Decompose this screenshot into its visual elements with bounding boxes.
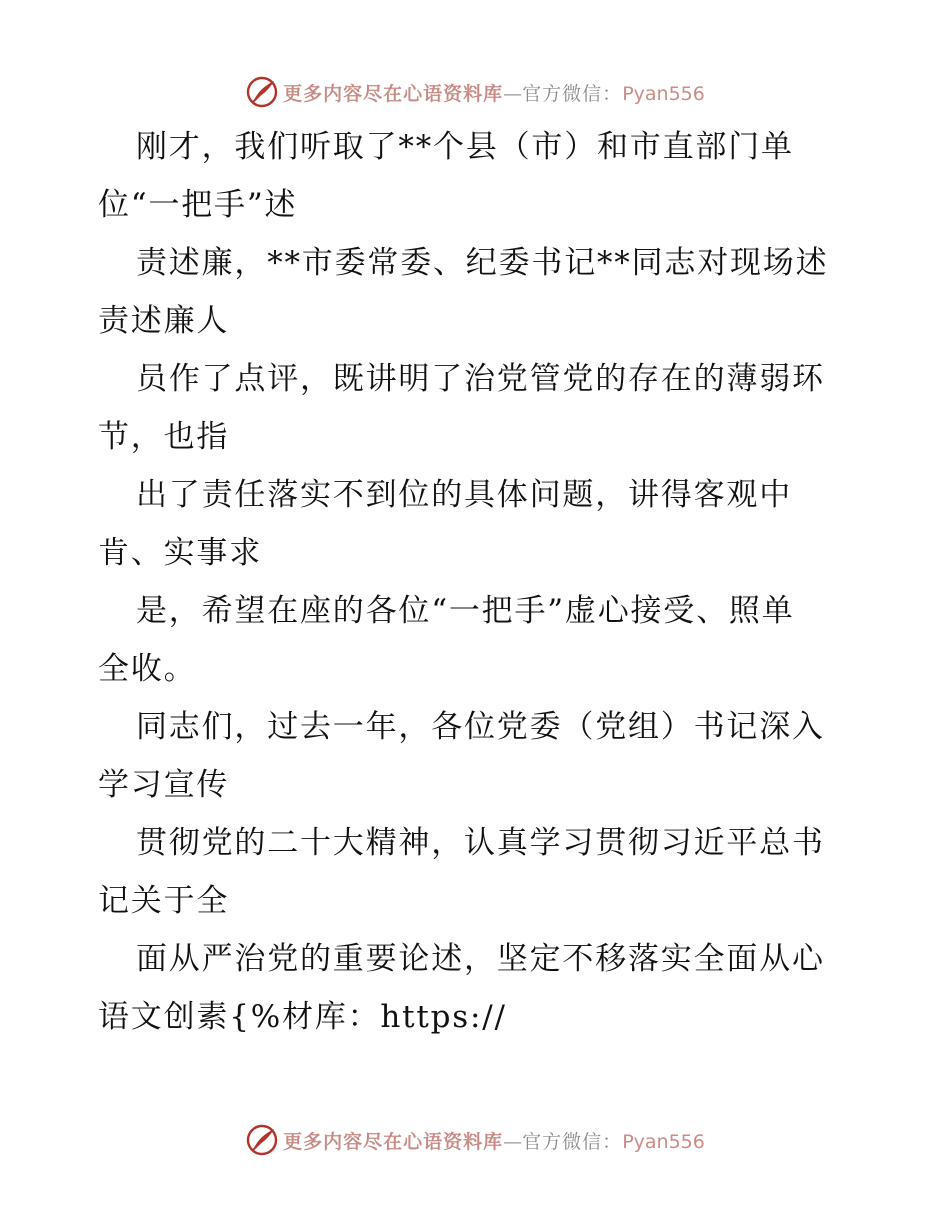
header-text [283,79,705,106]
footer-brand: 更多内容尽在心语资料库 [283,1130,504,1153]
text-line: 刚才，我们听取了**个县（市）和市直部门单 [136,129,794,165]
footer-watermark [0,1120,950,1160]
footer-wechat-id: Pyan556 [622,1130,705,1153]
header-brand: 更多内容尽在心语资料库 [283,82,504,105]
text-line: 贯彻党的二十大精神，认真学习贯彻习近平总书 [136,825,825,861]
text-line: 节，也指 [98,419,230,455]
header-dash: — [503,82,523,105]
text-line: 全收。 [98,651,197,687]
header-wechat-label: 官方微信： [522,82,623,105]
footer-wechat-label: 官方微信： [522,1130,623,1153]
text-line: 语文创素{%材库：https:// [98,999,507,1035]
header-wechat-id: Pyan556 [622,82,705,105]
text-line: 出了责任落实不到位的具体问题，讲得客观中 [136,477,792,513]
footer-text [283,1127,705,1154]
document-body [98,118,858,1046]
feather-logo-icon [245,1123,279,1157]
text-line: 肯、实事求 [98,535,262,571]
text-line: 学习宣传 [98,767,230,803]
text-line: 责述廉，**市委常委、纪委书记**同志对现场述 [136,245,829,281]
text-line: 同志们，过去一年，各位党委（党组）书记深入 [136,709,825,745]
footer-dash: — [503,1130,523,1153]
header-watermark [0,72,950,112]
text-line: 是，希望在座的各位“一把手”虚心接受、照单 [136,593,795,629]
text-line: 位“一把手”述 [98,187,298,223]
text-line: 记关于全 [98,883,230,919]
text-line: 面从严治党的重要论述，坚定不移落实全面从心 [136,941,825,977]
text-line: 责述廉人 [98,303,230,339]
feather-logo-icon [245,75,279,109]
text-line: 员作了点评，既讲明了治党管党的存在的薄弱环 [136,361,825,397]
